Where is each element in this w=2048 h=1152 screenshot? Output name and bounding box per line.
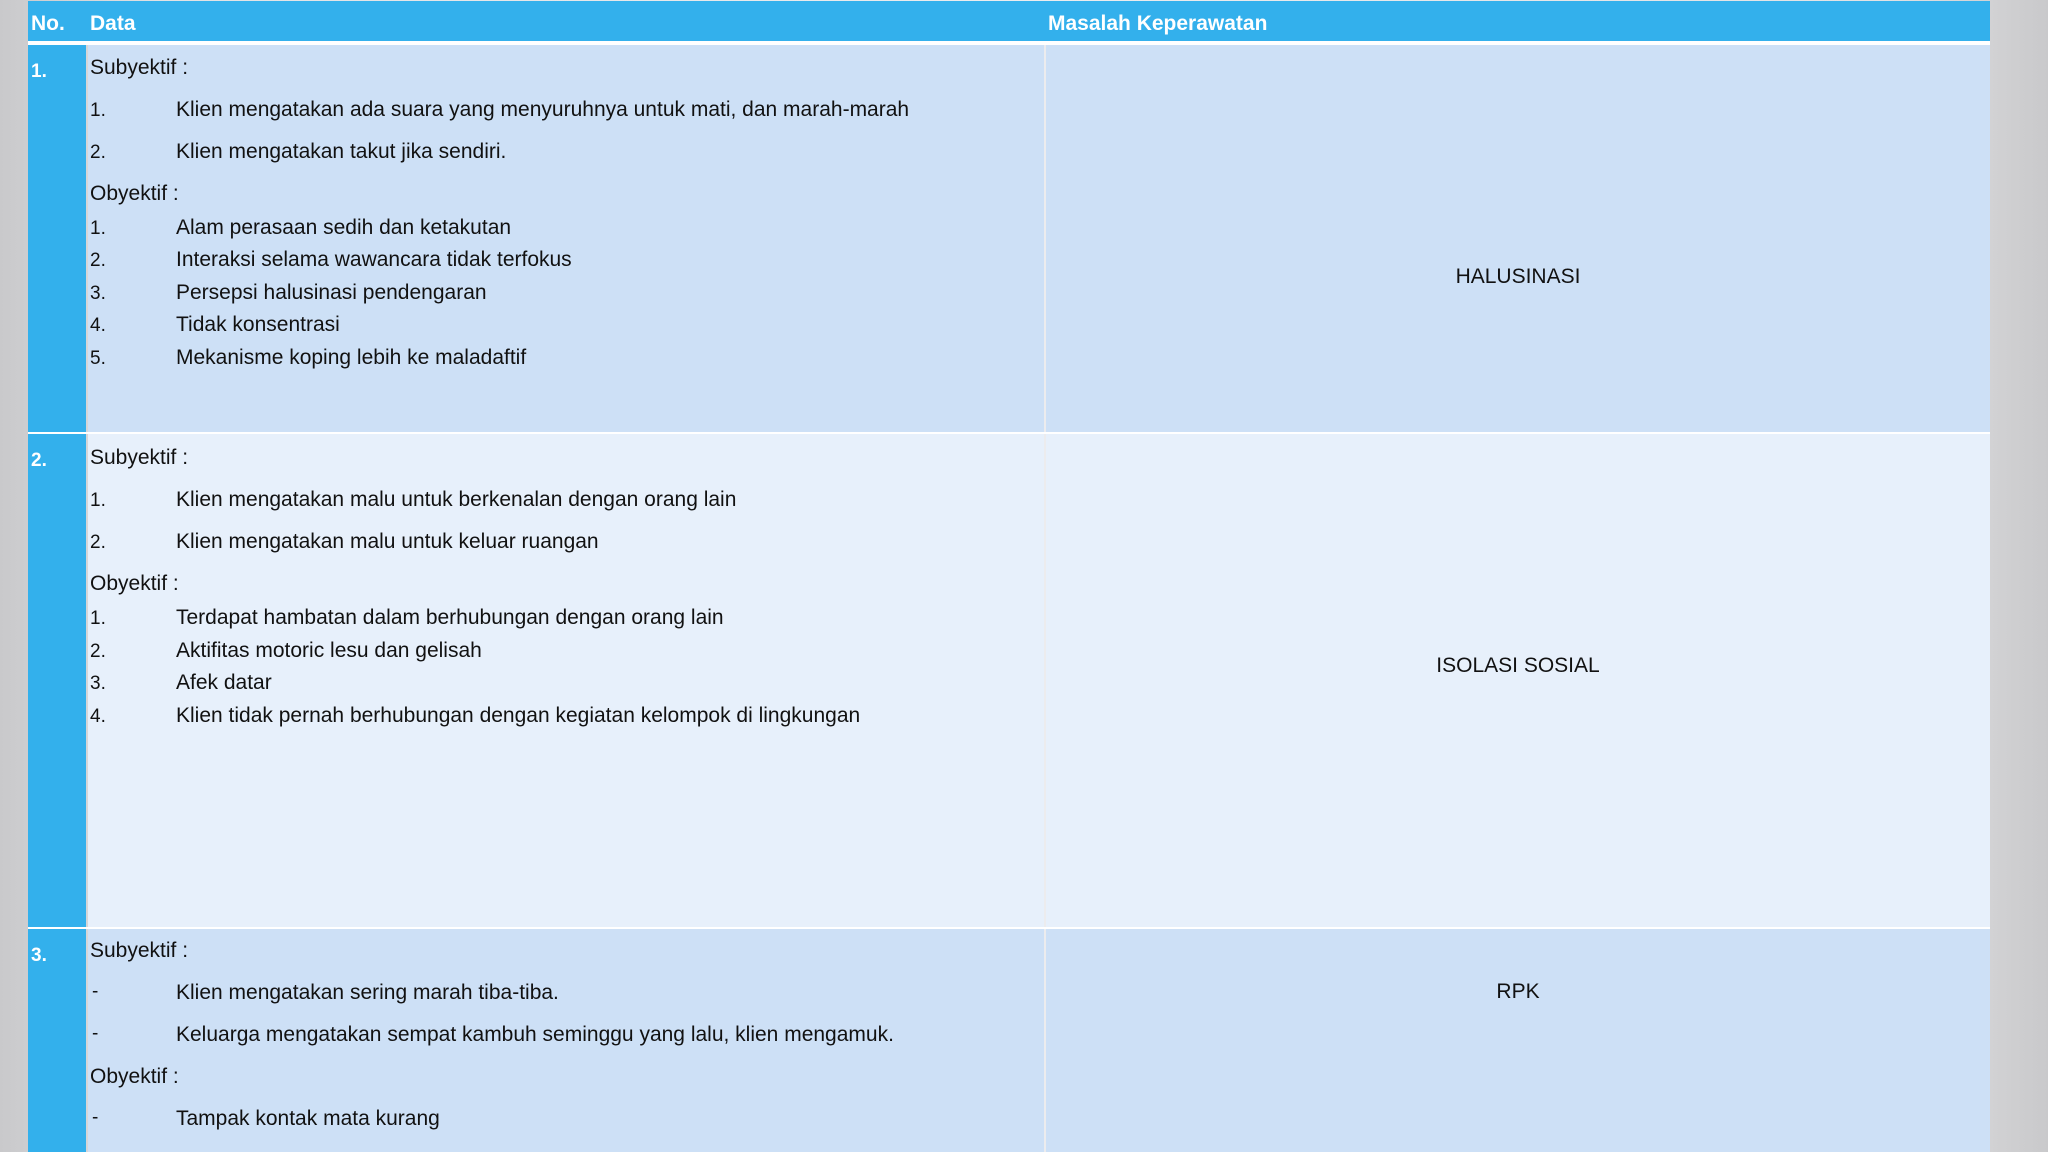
list-marker: 3.: [90, 283, 106, 304]
list-item: Interaksi selama wawancara tidak terfokus: [176, 248, 572, 271]
slide: [28, 0, 1990, 1152]
list-item: Tampak kontak mata kurang: [176, 1107, 440, 1130]
list-item: Persepsi halusinasi pendengaran: [176, 281, 487, 304]
list-marker: 2.: [90, 250, 106, 271]
data-cell: [88, 434, 1044, 927]
masalah-cell: [1046, 45, 1990, 432]
obyektif-label: Obyektif :: [90, 182, 179, 205]
list-item: Aktifitas motoric lesu dan gelisah: [176, 639, 482, 662]
list-item: Afek datar: [176, 671, 272, 694]
subyektif-label: Subyektif :: [90, 939, 189, 962]
list-item: Keluarga mengatakan sempat kambuh seminggu yang lalu, klien mengamuk.: [176, 1023, 894, 1046]
header-data: Data: [90, 12, 136, 35]
header-masalah: Masalah Keperawatan: [1048, 12, 1268, 35]
list-item: Mekanisme koping lebih ke maladaftif: [176, 346, 527, 369]
list-marker: 1.: [90, 218, 106, 239]
list-item: Klien mengatakan malu untuk keluar ruangan: [176, 530, 599, 553]
row-number-cell: [28, 45, 86, 432]
row-number: 1.: [31, 61, 47, 82]
subyektif-label: Subyektif :: [90, 56, 189, 79]
list-marker: 2.: [90, 532, 106, 553]
list-marker: 1.: [90, 490, 106, 511]
list-item: Klien mengatakan takut jika sendiri.: [176, 140, 507, 163]
row-number-cell: [28, 434, 86, 927]
list-marker: 3.: [90, 673, 106, 694]
list-item: Alam perasaan sedih dan ketakutan: [176, 216, 512, 239]
table-row: [28, 434, 1990, 927]
masalah-keperawatan: ISOLASI SOSIAL: [1436, 654, 1600, 677]
table-row: [28, 45, 1990, 432]
row-number: 2.: [31, 450, 47, 471]
list-marker: 2.: [90, 641, 106, 662]
list-item: Klien mengatakan sering marah tiba-tiba.: [176, 981, 559, 1004]
masalah-keperawatan: RPK: [1496, 980, 1540, 1003]
obyektif-label: Obyektif :: [90, 1065, 179, 1088]
list-marker: 5.: [90, 348, 106, 369]
list-marker: -: [92, 1107, 99, 1128]
list-marker: 1.: [90, 100, 106, 121]
masalah-keperawatan: HALUSINASI: [1455, 265, 1581, 288]
list-marker: 4.: [90, 706, 106, 727]
list-item: Tidak konsentrasi: [176, 313, 340, 336]
list-marker: 2.: [90, 142, 106, 163]
subyektif-label: Subyektif :: [90, 446, 189, 469]
data-cell: [88, 45, 1044, 432]
list-item: Klien mengatakan ada suara yang menyuruhnya untuk mati, dan marah-marah: [176, 98, 910, 121]
masalah-cell: [1046, 929, 1990, 1152]
list-marker: 4.: [90, 315, 106, 336]
list-item: Klien tidak pernah berhubungan dengan kegiatan kelompok di lingkungan: [176, 704, 861, 727]
list-marker: 1.: [90, 608, 106, 629]
row-number: 3.: [31, 945, 47, 966]
list-marker: -: [92, 1023, 99, 1044]
obyektif-label: Obyektif :: [90, 572, 179, 595]
header-no: No.: [31, 12, 65, 35]
table-row: [28, 929, 1990, 1152]
list-item: Klien mengatakan malu untuk berkenalan dengan orang lain: [176, 488, 737, 511]
list-marker: -: [92, 981, 99, 1002]
table-header: [28, 1, 1990, 41]
masalah-cell: [1046, 434, 1990, 927]
row-number-cell: [28, 929, 86, 1152]
list-item: Terdapat hambatan dalam berhubungan dengan orang lain: [176, 606, 724, 629]
data-cell: [88, 929, 1044, 1152]
